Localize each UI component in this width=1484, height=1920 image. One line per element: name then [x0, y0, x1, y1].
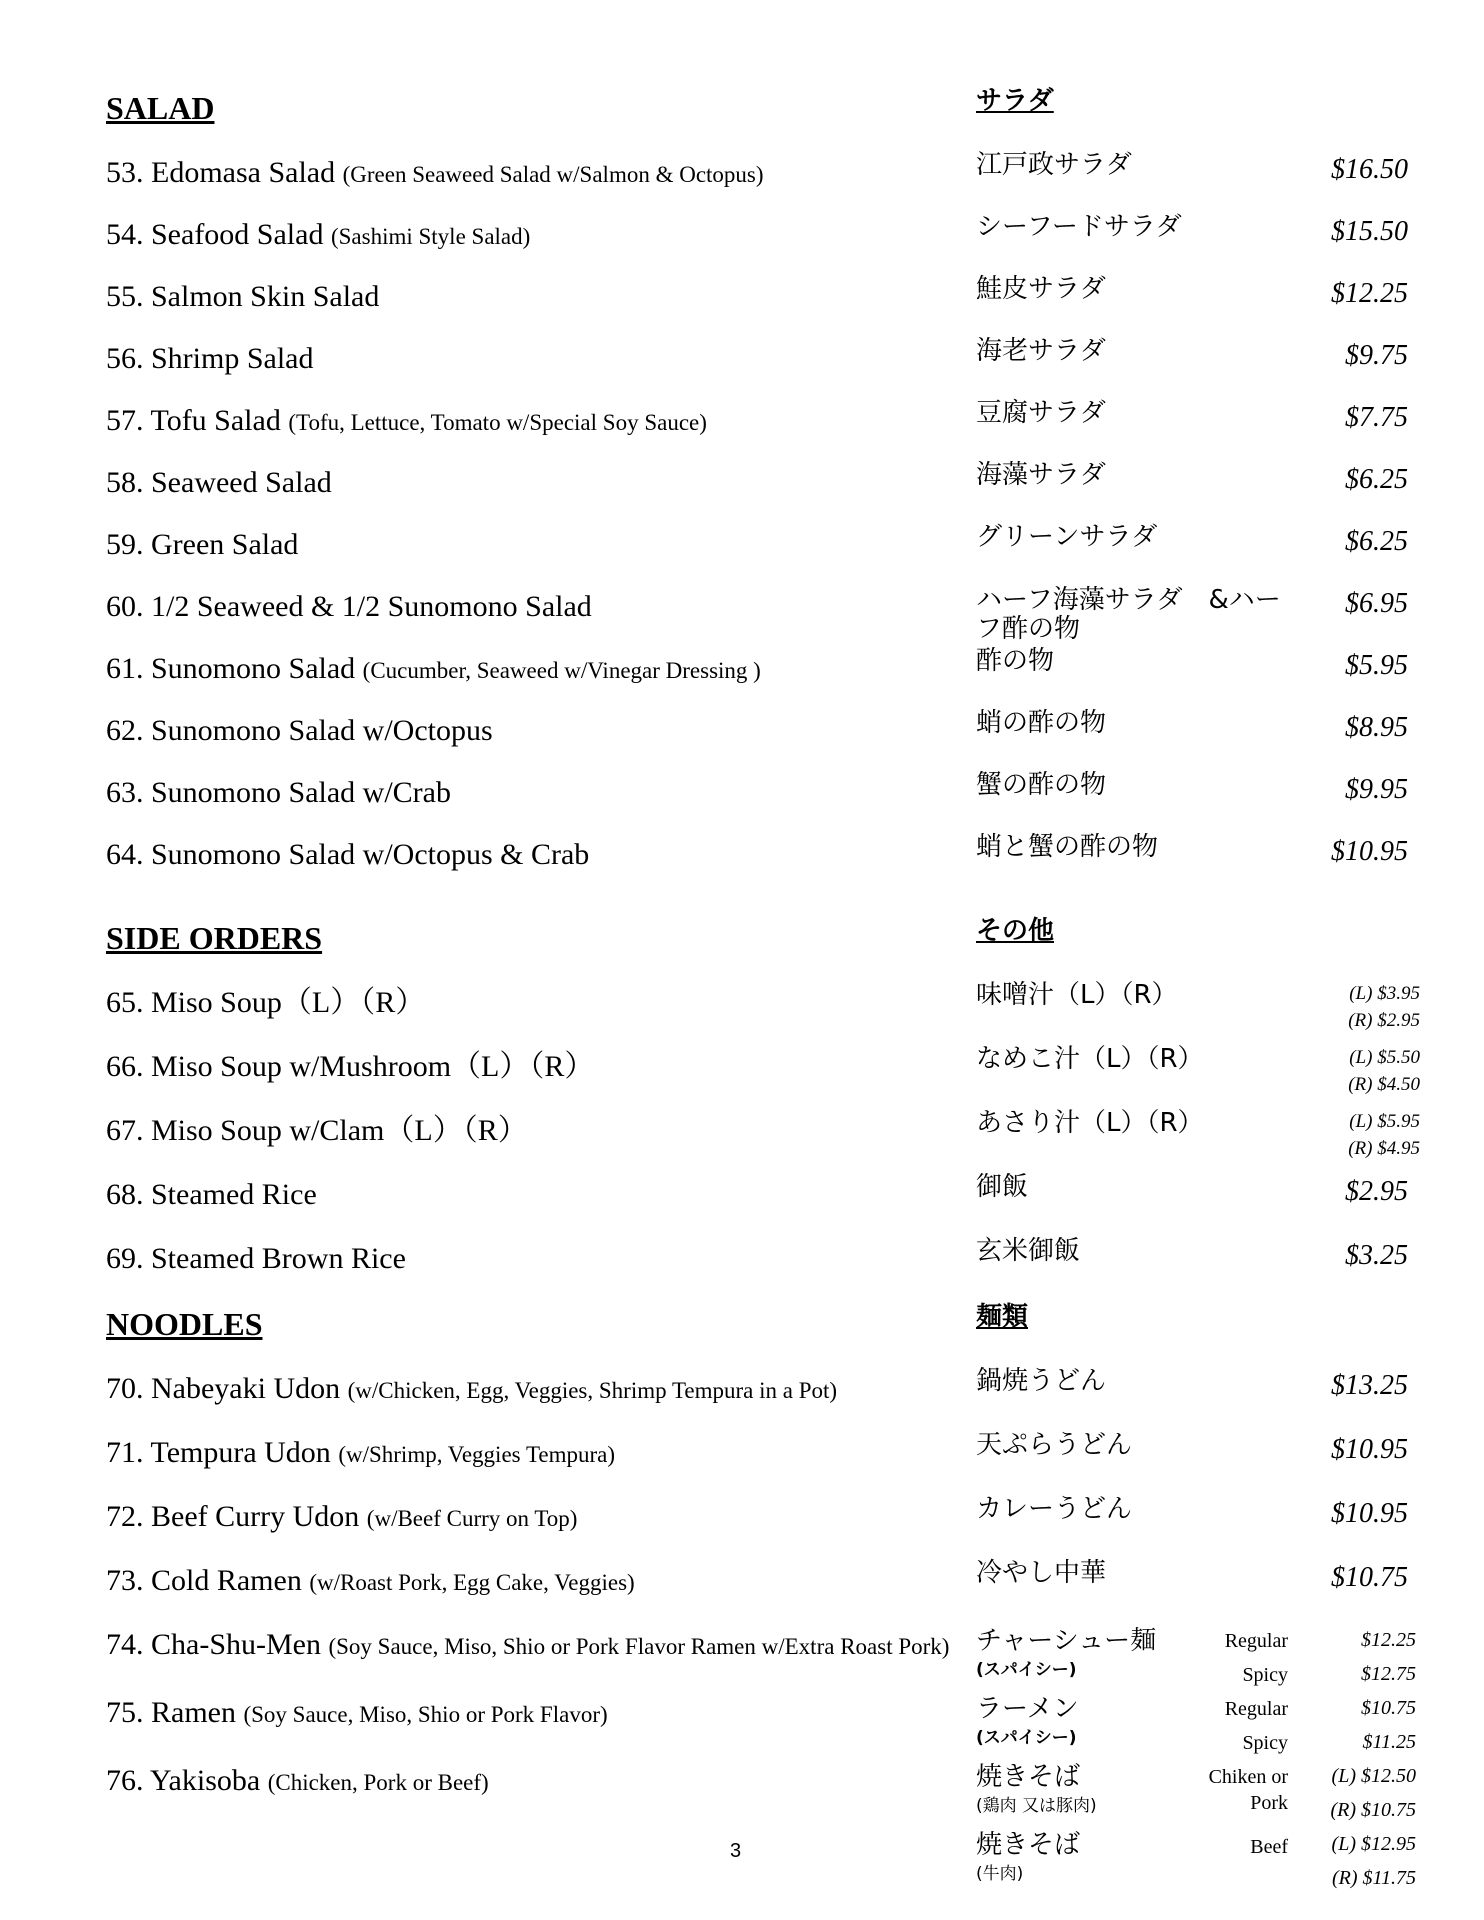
item-desc: (Cucumber, Seaweed w/Vinegar Dressing )	[362, 658, 761, 683]
item-desc: (w/Roast Pork, Egg Cake, Veggies)	[309, 1570, 635, 1595]
item-jp-74: チャーシュー麺	[976, 1626, 1157, 1656]
item-jp-55: 鮭皮サラダ	[976, 274, 1106, 304]
item-jp-70: 鍋焼うどん	[976, 1366, 1107, 1396]
item-price-63: $9.95	[1345, 774, 1408, 805]
item-name: 74. Cha-Shu-Men	[106, 1628, 321, 1661]
menu-item-68: 68. Steamed Rice	[106, 1178, 317, 1211]
item-jp-76-beef: 焼きそば	[976, 1830, 1081, 1860]
item-jp-66: なめこ汁（L）（R）	[976, 1044, 1204, 1074]
menu-item-64	[106, 840, 589, 870]
item-name: 58. Seaweed Salad	[106, 466, 332, 499]
menu-item-70	[106, 1374, 837, 1404]
item-name: 62. Sunomono Salad w/Octopus	[106, 714, 493, 747]
item-jp-62: 蛸の酢の物	[976, 708, 1107, 738]
item-price-l-65: (L) $3.95	[1349, 983, 1420, 1004]
item-jp-60: ハーフ海藻サラダ &ハーフ酢の物	[976, 585, 1281, 645]
item-jp-61: 酢の物	[976, 646, 1055, 676]
menu-item-66: 66. Miso Soup w/Mushroom（L）（R）	[106, 1050, 595, 1083]
variant-price-l-76-beef: (L) $12.95	[1331, 1833, 1416, 1855]
item-jp-sub-75: (スパイシー)	[976, 1728, 1077, 1748]
menu-item-61	[106, 654, 761, 684]
item-price-54: $15.50	[1331, 216, 1408, 247]
item-name: 72. Beef Curry Udon	[106, 1500, 360, 1533]
item-name: 54. Seafood Salad	[106, 218, 324, 251]
item-jp-76: 焼きそば	[976, 1762, 1081, 1792]
menu-item-65: 65. Miso Soup（L）（R）	[106, 986, 426, 1019]
item-jp-69: 玄米御飯	[976, 1236, 1081, 1266]
variant-price-spicy-74: $12.75	[1361, 1663, 1416, 1685]
variant-label-spicy-75: Spicy	[1242, 1732, 1288, 1754]
item-name: 76. Yakisoba	[106, 1764, 261, 1797]
item-name: 60. 1/2 Seaweed & 1/2 Sunomono Salad	[106, 590, 592, 623]
menu-item-56	[106, 344, 314, 374]
item-jp-56: 海老サラダ	[976, 336, 1106, 366]
item-desc: (Chicken, Pork or Beef)	[267, 1770, 489, 1795]
item-jp-72: カレーうどん	[976, 1494, 1133, 1524]
item-price-59: $6.25	[1345, 526, 1408, 557]
item-jp-58: 海藻サラダ	[976, 460, 1106, 490]
item-name: 64. Sunomono Salad w/Octopus & Crab	[106, 838, 590, 871]
variant-price-spicy-75: $11.25	[1362, 1731, 1416, 1753]
menu-item-67: 67. Miso Soup w/Clam（L）（R）	[106, 1114, 528, 1147]
item-jp-54: シーフードサラダ	[976, 212, 1182, 242]
menu-item-69: 69. Steamed Brown Rice	[106, 1242, 406, 1275]
side-orders-heading-jp: その他	[976, 916, 1055, 946]
menu-item-76	[106, 1766, 489, 1796]
item-desc: (Soy Sauce, Miso, Shio or Pork Flavor Ramen w/Extra Roast Pork)	[328, 1634, 950, 1659]
menu-item-53	[106, 158, 764, 188]
variant-price-r-76: (R) $10.75	[1330, 1799, 1416, 1821]
item-price-61: $5.95	[1345, 650, 1408, 681]
item-price-r-67: (R) $4.95	[1348, 1138, 1420, 1159]
item-price-68: $2.95	[1345, 1176, 1408, 1207]
item-price-73: $10.75	[1331, 1562, 1408, 1593]
item-name: 59. Green Salad	[106, 528, 299, 561]
item-price-r-66: (R) $4.50	[1348, 1074, 1420, 1095]
noodles-heading-jp: 麺類	[976, 1302, 1029, 1332]
variant-price-regular-74: $12.25	[1361, 1629, 1416, 1651]
item-price-57: $7.75	[1345, 402, 1408, 433]
item-price-56: $9.75	[1345, 340, 1408, 371]
item-name: 75. Ramen	[106, 1696, 236, 1729]
item-desc: (Sashimi Style Salad)	[330, 224, 531, 249]
variant-label-regular-75: Regular	[1224, 1698, 1288, 1720]
item-jp-68: 御飯	[976, 1172, 1029, 1202]
menu-item-73	[106, 1566, 635, 1596]
item-jp-63: 蟹の酢の物	[976, 770, 1107, 800]
item-jp-57: 豆腐サラダ	[976, 398, 1106, 428]
item-name: 71. Tempura Udon	[106, 1436, 331, 1469]
item-desc: (w/Beef Curry on Top)	[366, 1506, 578, 1531]
item-price-r-65: (R) $2.95	[1348, 1010, 1420, 1031]
variant-label-spicy-74: Spicy	[1242, 1664, 1288, 1686]
variant-price-regular-75: $10.75	[1361, 1697, 1416, 1719]
item-price-69: $3.25	[1345, 1240, 1408, 1271]
item-price-60: $6.95	[1345, 588, 1408, 619]
item-jp-59: グリーンサラダ	[976, 522, 1158, 552]
side-orders-heading: SIDE ORDERS	[106, 920, 323, 956]
item-desc: (Tofu, Lettuce, Tomato w/Special Soy Sauce)	[288, 410, 707, 435]
item-desc: (Green Seaweed Salad w/Salmon & Octopus)	[342, 162, 764, 187]
item-name: 53. Edomasa Salad	[106, 156, 336, 189]
item-jp-sub-76: (鶏肉 又は豚肉)	[976, 1796, 1097, 1816]
item-jp-sub-74: (スパイシー)	[976, 1660, 1077, 1680]
menu-item-72	[106, 1502, 577, 1532]
item-price-70: $13.25	[1331, 1370, 1408, 1401]
menu-item-60	[106, 592, 592, 622]
variant-label-pork-76: Pork	[1250, 1792, 1288, 1814]
menu-item-55	[106, 282, 379, 312]
item-jp-53: 江戸政サラダ	[976, 150, 1132, 180]
variant-label-beef-76: Beef	[1250, 1836, 1288, 1858]
variant-price-r-76-beef: (R) $11.75	[1331, 1867, 1416, 1889]
item-desc: (w/Shrimp, Veggies Tempura)	[338, 1442, 616, 1467]
salad-heading: SALAD	[106, 90, 215, 126]
item-jp-71: 天ぷらうどん	[976, 1430, 1133, 1460]
menu-item-75	[106, 1698, 608, 1728]
item-name: 63. Sunomono Salad w/Crab	[106, 776, 451, 809]
item-price-53: $16.50	[1331, 154, 1408, 185]
item-price-72: $10.95	[1331, 1498, 1408, 1529]
menu-item-71	[106, 1438, 615, 1468]
item-price-l-66: (L) $5.50	[1349, 1047, 1420, 1068]
item-price-l-67: (L) $5.95	[1349, 1111, 1420, 1132]
item-name: 70. Nabeyaki Udon	[106, 1372, 341, 1405]
menu-item-57	[106, 406, 707, 436]
menu-item-59	[106, 530, 298, 560]
item-name: 61. Sunomono Salad	[106, 652, 356, 685]
menu-item-62	[106, 716, 493, 746]
salad-heading-jp: サラダ	[976, 86, 1054, 116]
variant-label-regular-74: Regular	[1224, 1630, 1288, 1652]
item-jp-75: ラーメン	[976, 1694, 1079, 1724]
variant-label-chicken-pork-76: Chiken or	[1208, 1766, 1288, 1788]
item-jp-sub-76-beef: (牛肉)	[976, 1864, 1024, 1884]
item-price-71: $10.95	[1331, 1434, 1408, 1465]
item-price-55: $12.25	[1331, 278, 1408, 309]
page-number: 3	[730, 1840, 742, 1862]
variant-price-l-76: (L) $12.50	[1331, 1765, 1416, 1787]
menu-item-74	[106, 1630, 949, 1660]
item-name: 56. Shrimp Salad	[106, 342, 314, 375]
item-price-62: $8.95	[1345, 712, 1408, 743]
item-jp-64: 蛸と蟹の酢の物	[976, 832, 1159, 862]
menu-item-54	[106, 220, 530, 250]
item-jp-73: 冷やし中華	[976, 1558, 1107, 1588]
item-name: 55. Salmon Skin Salad	[106, 280, 380, 313]
item-name: 57. Tofu Salad	[106, 404, 281, 437]
item-desc: (w/Chicken, Egg, Veggies, Shrimp Tempura in a Pot)	[347, 1378, 838, 1403]
item-jp-65: 味噌汁（L）（R）	[976, 980, 1178, 1010]
menu-item-58	[106, 468, 332, 498]
item-jp-67: あさり汁（L）（R）	[976, 1108, 1204, 1138]
noodles-heading: NOODLES	[106, 1306, 263, 1342]
item-name: 73. Cold Ramen	[106, 1564, 302, 1597]
item-price-64: $10.95	[1331, 836, 1408, 867]
item-desc: (Soy Sauce, Miso, Shio or Pork Flavor)	[243, 1702, 608, 1727]
menu-item-63	[106, 778, 451, 808]
item-price-58: $6.25	[1345, 464, 1408, 495]
